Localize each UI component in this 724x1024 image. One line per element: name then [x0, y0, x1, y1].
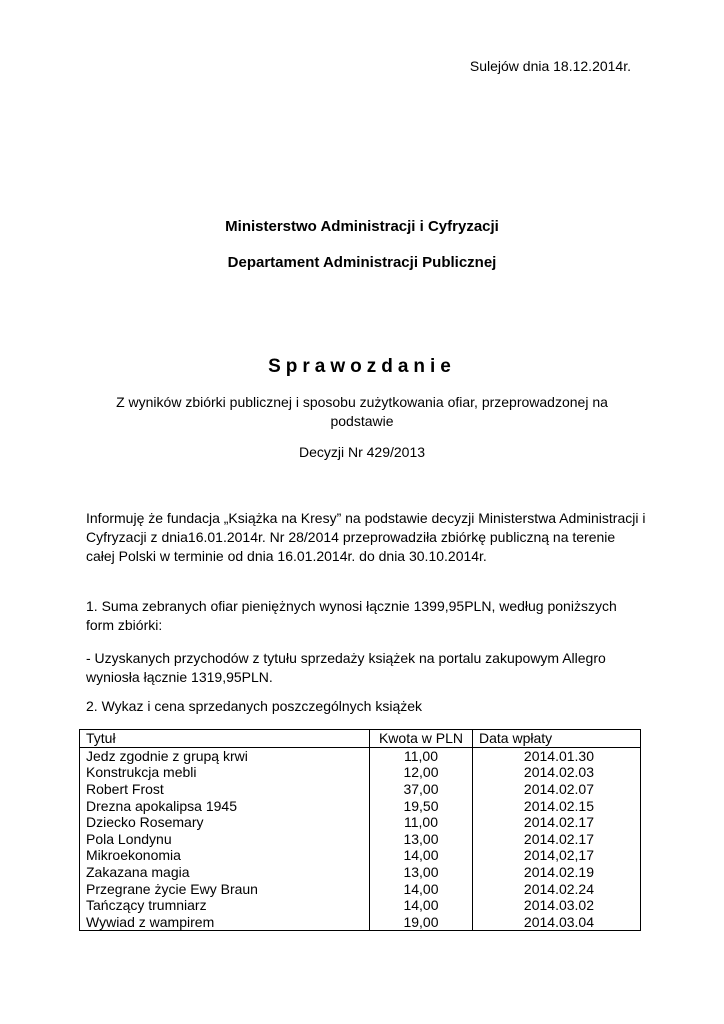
cell-amount: 14,00 [370, 897, 473, 914]
intro-paragraph: Informuję że fundacja „Książka na Kresy” na podstawie decyzji Ministerstwa Administracji i Cyfryzacji z dnia16.01.2014r. Nr 28/2014 przeprowadziła zbiórkę publiczną na terenie całej Polski w terminie od dnia 16.01.2014r. do dnia 30.10.2014r. [86, 510, 646, 564]
books-table [79, 729, 641, 931]
cell-title: Pola Londynu [80, 831, 370, 848]
table-row [80, 880, 641, 897]
cell-amount: 19,00 [370, 914, 473, 931]
place-date: Sulejów dnia 18.12.2014r. [469, 58, 631, 74]
total-paragraph: 1. Suma zebranych ofiar pieniężnych wynosi łącznie 1399,95PLN, według poniższych form zbiórki: [86, 598, 617, 633]
cell-title: Konstrukcja mebli [80, 764, 370, 781]
cell-title: Drezna apokalipsa 1945 [80, 797, 370, 814]
table-row [80, 831, 641, 848]
cell-date: 2014.02.17 [473, 814, 641, 831]
table-row [80, 847, 641, 864]
cell-date: 2014.01.30 [473, 747, 641, 764]
cell-title: Dziecko Rosemary [80, 814, 370, 831]
table-row [80, 781, 641, 798]
cell-amount: 13,00 [370, 864, 473, 881]
cell-date: 2014.02.24 [473, 880, 641, 897]
cell-date: 2014.02.19 [473, 864, 641, 881]
table-row [80, 897, 641, 914]
cell-date: 2014.02.07 [473, 781, 641, 798]
header-title: Tytuł [80, 730, 370, 748]
table-row [80, 814, 641, 831]
table-row [80, 764, 641, 781]
cell-title: Zakazana magia [80, 864, 370, 881]
table-row [80, 864, 641, 881]
decision-number: Decyzji Nr 429/2013 [298, 444, 426, 460]
cell-title: Jedz zgodnie z grupą krwi [80, 747, 370, 764]
cell-title: Tańczący trumniarz [80, 897, 370, 914]
cell-amount: 14,00 [370, 880, 473, 897]
header-date: Data wpłaty [473, 730, 641, 748]
header-amount: Kwota w PLN [370, 730, 473, 748]
cell-title: Robert Frost [80, 781, 370, 798]
table-row [80, 914, 641, 931]
cell-amount: 11,00 [370, 747, 473, 764]
cell-amount: 12,00 [370, 764, 473, 781]
table-header-row [80, 730, 641, 748]
document-subtitle: Z wyników zbiórki publicznej i sposobu zużytkowania ofiar, przeprowadzonej na podstawie [116, 394, 608, 429]
cell-amount: 13,00 [370, 831, 473, 848]
addressee-department: Departament Administracji Publicznej [227, 254, 497, 271]
cell-date: 2014.03.04 [473, 914, 641, 931]
cell-amount: 37,00 [370, 781, 473, 798]
table-row [80, 747, 641, 764]
cell-date: 2014.02.17 [473, 831, 641, 848]
cell-amount: 19,50 [370, 797, 473, 814]
list-heading: 2. Wykaz i cena sprzedanych poszczególnych książek [86, 698, 423, 714]
cell-title: Mikroekonomia [80, 847, 370, 864]
cell-amount: 11,00 [370, 814, 473, 831]
allegro-paragraph: - Uzyskanych przychodów z tytułu sprzedaży książek na portalu zakupowym Allegro wyniosła łącznie 1319,95PLN. [86, 650, 606, 685]
cell-date: 2014.02.03 [473, 764, 641, 781]
cell-title: Przegrane życie Ewy Braun [80, 880, 370, 897]
cell-amount: 14,00 [370, 847, 473, 864]
cell-date: 2014.03.02 [473, 897, 641, 914]
cell-title: Wywiad z wampirem [80, 914, 370, 931]
cell-date: 2014.02.15 [473, 797, 641, 814]
addressee-ministry: Ministerstwo Administracji i Cyfryzacji [225, 218, 499, 235]
document-title: Sprawozdanie [268, 356, 456, 377]
cell-date: 2014,02,17 [473, 847, 641, 864]
table-row [80, 797, 641, 814]
